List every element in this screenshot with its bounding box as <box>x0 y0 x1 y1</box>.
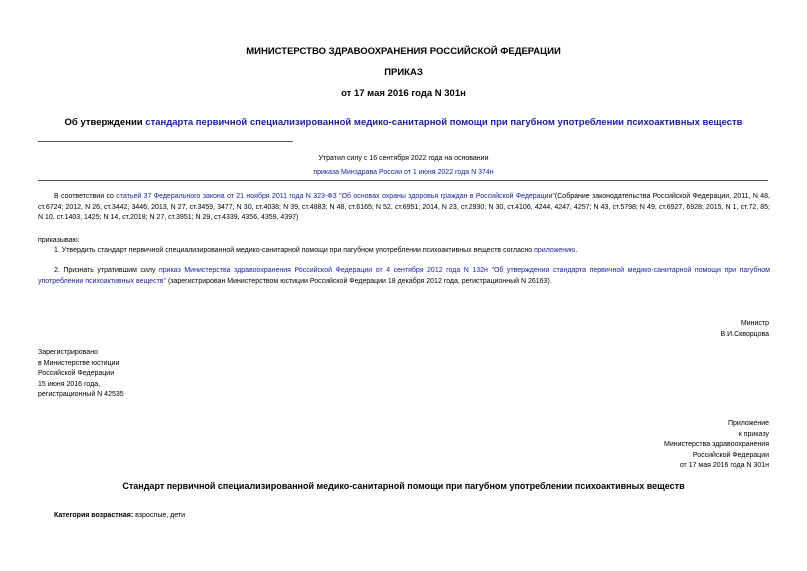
appendix-line: Министерства здравоохранения <box>664 441 769 448</box>
appendix-line: Приложение <box>727 420 769 427</box>
preamble-paragraph <box>38 192 770 224</box>
age-category <box>54 511 185 522</box>
age-category-label: Категория возрастная: <box>54 512 134 519</box>
appendix-line: Российской Федерации <box>692 451 769 459</box>
registration-line: в Министерстве юстиции <box>38 359 120 367</box>
ministry-heading: МИНИСТЕРСТВО ЗДРАВООХРАНЕНИЯ РОССИЙСКОЙ ФЕДЕРАЦИИ <box>246 46 561 57</box>
law-link[interactable]: статьей 37 Федерального закона от 21 ноября 2011 года N 323-ФЗ "Об основах охраны здоровья граждан в Российской Федерации" <box>116 193 555 200</box>
signature-name: В.И.Скворцова <box>720 330 769 338</box>
doc-type: ПРИКАЗ <box>384 67 423 78</box>
item-1 <box>54 246 770 257</box>
doc-date-number: от 17 мая 2016 года N 301н <box>341 88 466 99</box>
short-divider <box>38 141 293 142</box>
preamble-rest: (Собрание законодательства Российской Федерации, 2011, N 48, ст.6724; 2012, N 26, ст.3442, 3446; 2013, N 27, ст.3459, 3477; N 30, ст.4038; N 39, ст.4883; N 48, ст.6165; N 52, ст.6951; 2014, N 23, ст.2930; N 30, ст.4106, 4244, 4247, 4257; N 43, ст.5798; N 49, ст.6927, 6928; 2015, N 1, ст.72, 85; N 10, ст.1403, 1425; N 14, ст.2018; N 27, ст.3951; N 29, ст.4339, 4356, 4359, 4397) <box>38 193 770 221</box>
appendix-line: от 17 мая 2016 года N 301н <box>679 462 769 469</box>
preamble-lead: В соответствии со <box>54 193 117 200</box>
doc-title-link[interactable]: стандарта первичной специализированной медико-санитарной помощи при пагубном употреблении психоактивных веществ <box>145 117 743 128</box>
item-1-end: . <box>575 247 578 254</box>
registration-block <box>38 348 124 401</box>
appendix-line: к приказу <box>738 430 769 438</box>
item-2 <box>38 266 770 287</box>
appendix-block <box>664 419 769 472</box>
status-note-line: Утратил силу с 16 сентября 2022 года на основании <box>318 155 489 162</box>
age-category-value: взрослые, дети <box>133 512 186 519</box>
standard-title: Стандарт первичной специализированной медико-санитарной помощи при пагубном употреблении психоактивных веществ <box>122 481 685 491</box>
item-2-rest: (зарегистрирован Министерством юстиции Российской Федерации 18 декабря 2012 года, регистрационный N 26163). <box>166 277 552 285</box>
registration-line: Зарегистрировано <box>38 349 98 356</box>
repealed-order-link[interactable]: приказ Министерства здравоохранения Российской Федерации от 4 сентября 2012 года N 132н "Об утверждении стандарта первичной медико-санитарной помощи при пагубном употреблении психоактивных веществ" <box>38 267 770 285</box>
appendix-link[interactable]: приложению <box>534 247 576 254</box>
doc-title <box>0 117 807 128</box>
item-2-text: 2. Признать утратившим силу <box>54 267 159 274</box>
full-divider <box>38 180 768 181</box>
order-word: приказываю: <box>38 237 80 244</box>
status-note <box>0 154 807 178</box>
status-note-link[interactable]: приказа Минздрава России от 1 июня 2022 года N 374н <box>313 168 494 176</box>
signature-role: Министр <box>740 320 769 327</box>
doc-title-prefix: Об утверждении <box>64 117 146 128</box>
item-1-text: 1. Утвердить стандарт первичной специализированной медико-санитарной помощи при пагубном употреблении психоактивных веществ согласно <box>54 247 535 254</box>
registration-line: регистрационный N 42535 <box>38 391 124 398</box>
registration-line: 15 июня 2016 года, <box>38 380 101 388</box>
signature-block <box>721 319 770 340</box>
registration-line: Российской Федерации <box>38 370 115 377</box>
